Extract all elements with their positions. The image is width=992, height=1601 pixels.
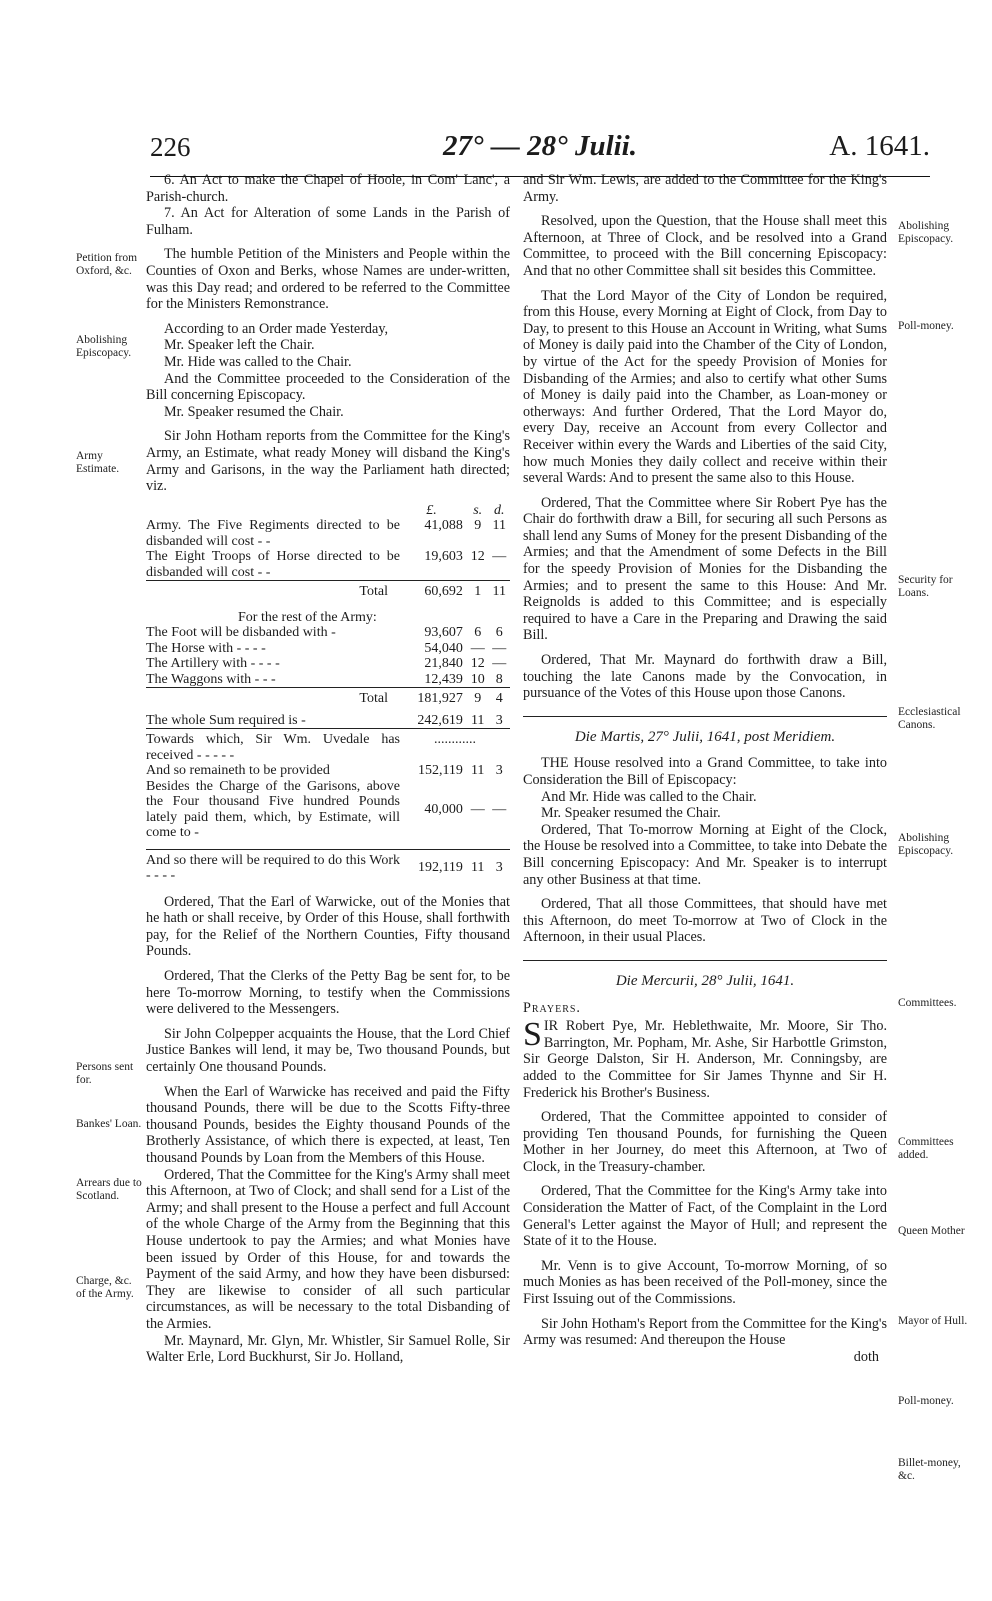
cell: 3 [495, 712, 503, 728]
table-row [146, 584, 510, 600]
cell: — [492, 656, 507, 672]
cell: 3 [495, 860, 503, 876]
table-row [146, 672, 510, 688]
paragraph: Sir John Hotham's Report from the Committee for the King's Army was resumed: And thereupon the House [523, 1315, 887, 1349]
paragraph: Mr. Speaker resumed the Chair. [541, 805, 721, 822]
paragraph: THE House resolved into a Grand Committee, to take into Consideration the Bill of Episcopacy: [523, 755, 887, 788]
margin-note: Persons sent for. [76, 1061, 134, 1086]
paragraph: and Sir Wm. Lewis, are added to the Committee for the King's Army. [523, 172, 887, 205]
row-label: The Eight Troops of Horse directed to be disbanded will cost - - [146, 549, 400, 580]
cell: — [492, 801, 507, 817]
margin-note: Billet-money, &c. [898, 1457, 961, 1482]
row-label: The Artillery with - - - - [146, 656, 280, 672]
row-label: The whole Sum required is - [146, 712, 306, 728]
table-row [146, 763, 510, 779]
running-year: A. 1641. [829, 130, 930, 162]
cell: 12 [470, 549, 485, 565]
cell: 12 [470, 656, 485, 672]
cell: 6 [474, 625, 482, 641]
row-label: Total [359, 584, 388, 600]
cell: 54,040 [424, 640, 463, 656]
row-label: Army. The Five Regiments directed to be disbanded will cost - - [146, 518, 400, 549]
paragraph: The humble Petition of the Ministers and People within the Counties of Oxon and Berks, whose Names are under-written, was this Day read; and ordered to be referred to the Committee for the Ministers Remonstrance. [146, 246, 510, 313]
margin-note: Abolishing Episcopacy. [76, 334, 132, 359]
paragraph: Mr. Speaker resumed the Chair. [164, 403, 344, 420]
cell: 3 [495, 763, 503, 779]
paragraph: Ordered, That the Earl of Warwicke, out of the Monies that he hath or shall receive, by Order of this House, shall forthwith pay, for the Relief of the Northern Counties, Fifty thousand Pounds. [146, 893, 510, 960]
cell: 11 [470, 860, 485, 876]
running-date: 27° — 28° Julii. [443, 130, 637, 162]
margin-note: Charge, &c. of the Army. [76, 1275, 134, 1300]
margin-note: Committees. [898, 997, 957, 1009]
cell: — [492, 640, 507, 656]
cell: 6 [495, 625, 503, 641]
paragraph: Ordered, That the Committee for the King's Army take into Consideration the Matter of Fact, of the Complaint in the Lord General's Letter against the Mayor of Hull; and represent the State of it to the House. [523, 1183, 887, 1250]
paragraph: Ordered, That To-morrow Morning at Eight of the Clock, the House be resolved into a Committee, to take into Debate the Bill concerning Episcopacy: And Mr. Speaker is to interrupt any other Business at that time. [523, 821, 887, 888]
paragraph: Mr. Venn is to give Account, To-morrow Morning, of so much Monies as has been received of the Poll-money, since the First Issuing out of the Commissions. [523, 1257, 887, 1308]
table-row [146, 625, 510, 641]
margin-note: Petition from Oxford, &c. [76, 252, 138, 277]
cell: 192,119 [417, 860, 463, 876]
paragraph-text: IR Robert Pye, Mr. Heblethwaite, Mr. Moore, Sir Tho. Barrington, Mr. Popham, Mr. Ashe, Sir Harbottle Grimston, Sir George Dalston, Sir H. Anderson, Mr. Conningsby, are added to the Committee for Sir James Thynne and Sir H. Frederick his Brother's Business. [523, 1018, 887, 1101]
table-row [146, 641, 510, 657]
row-label: The Waggons with - - - [146, 671, 276, 687]
paragraph: When the Earl of Warwicke has received and paid the Fifty thousand Pounds, there will be due to the Scotts Fifty-three thousand Pounds, besides the Eighty thousand Pounds of the Brotherly Assistance, of which there is expected, at least, Ten thousand Pounds by Loan from the Members of this House. [146, 1083, 510, 1166]
table-row [146, 732, 510, 763]
row-label: And so remaineth to be provided [146, 763, 330, 779]
cell: 11 [492, 584, 506, 600]
page-header [150, 128, 930, 177]
prayers-heading: Prayers. [523, 999, 581, 1016]
table-row [146, 610, 510, 626]
row-label: Total [359, 691, 388, 707]
cell: ............ [434, 732, 476, 748]
left-column [146, 172, 510, 1366]
drop-cap: S [523, 1016, 542, 1054]
row-label: The Foot will be disbanded with - [146, 625, 336, 641]
paragraph: Ordered, That the Clerks of the Petty Bag be sent for, to be here To-morrow Morning, to testify when the Commissions were delivered to the Messengers. [146, 968, 510, 1018]
cell: 19,603 [424, 549, 463, 565]
paragraph: Ordered, That all those Committees, that should have met this Afternoon, do meet To-morrow at Two of Clock in the Afternoon, in their usual Places. [523, 896, 887, 946]
paragraph: Ordered, That the Committee for the King's Army shall meet this Afternoon, at Two of Clock; and shall send for a List of the Army; and shall present to the House a perfect and full Account of the whole Charge of the Army from the Beginning that this House undertook to pay the Armies; and what Monies have been issued by Order of this House, for and towards the Payment of the said Army, and how they have been disbursed: They are likewise to consider of all such particular circumstances, as will be necessary to the total Disbanding of the Armies. [146, 1166, 510, 1332]
row-label: Towards which, Sir Wm. Uvedale has received - - - - - [146, 732, 400, 763]
right-column [523, 172, 887, 1365]
cell: 242,619 [417, 712, 463, 728]
table-row [146, 779, 510, 841]
paragraph: Mr. Speaker left the Chair. [164, 337, 315, 354]
table-row [146, 656, 510, 672]
cell: 1 [474, 584, 482, 600]
unit-shillings: s. [473, 502, 483, 518]
table-row [146, 691, 510, 707]
row-label: For the rest of the Army: [238, 609, 377, 625]
margin-note: Bankes' Loan. [76, 1118, 142, 1130]
paragraph: Mr. Hide was called to the Chair. [164, 353, 352, 370]
margin-note: Poll-money. [898, 1395, 954, 1407]
section-rule [523, 716, 887, 717]
catchword: doth [853, 1348, 879, 1365]
margin-note: Queen Mother [898, 1225, 965, 1237]
paragraph: And Mr. Hide was called to the Chair. [541, 788, 757, 805]
paragraph: 6. An Act to make the Chapel of Hoole, in Com' Lanc', a Parish-church. [146, 172, 510, 205]
paragraph: According to an Order made Yesterday, [164, 320, 389, 337]
cell: 41,088 [424, 518, 463, 534]
page-number: 226 [150, 132, 191, 162]
margin-note: Poll-money. [898, 320, 954, 332]
margin-note: Committees added. [898, 1136, 954, 1161]
paragraph: Sir John Colpepper acquaints the House, that the Lord Chief Justice Bankes will lend, it may be, Two thousand Pounds, but certainly One thousand Pounds. [146, 1025, 510, 1076]
cell: 9 [474, 691, 482, 707]
table-row [146, 853, 510, 884]
row-label: And so there will be required to do this Work - - - - [146, 852, 400, 884]
margin-note: Abolishing Episcopacy. [898, 220, 954, 245]
margin-note: Arrears due to Scotland. [76, 1177, 142, 1202]
paragraph: 7. An Act for Alteration of some Lands in the Parish of Fulham. [146, 205, 510, 238]
cell: 11 [492, 518, 506, 534]
margin-note: Security for Loans. [898, 574, 953, 599]
cell: 40,000 [424, 801, 463, 817]
margin-note: Army Estimate. [76, 450, 120, 475]
cell: 9 [474, 518, 482, 534]
row-label: The Horse with - - - - [146, 640, 266, 656]
table-row [146, 518, 510, 549]
cell: — [470, 640, 485, 656]
paragraph: Sir John Hotham reports from the Committee for the King's Army, an Estimate, what ready Money will disband the King's Army and Garisons, in the way the Parliament hath directed; viz. [146, 428, 510, 495]
paragraph: Resolved, upon the Question, that the House shall meet this Afternoon, at Three of Clock, and be resolved into a Grand Committee, to proceed with the Bill concerning Episcopacy: And that no other Committee shall sit besides this Committee. [523, 213, 887, 279]
unit-pounds: £. [426, 502, 437, 518]
paragraph: Mr. Maynard, Mr. Glyn, Mr. Whistler, Sir Samuel Rolle, Sir Walter Erle, Lord Buckhurst, Sir Jo. Holland, [146, 1332, 510, 1366]
section-heading: Die Mercurii, 28° Julii, 1641. [615, 972, 795, 989]
cell: — [470, 801, 485, 817]
paragraph: Ordered, That the Committee where Sir Robert Pye has the Chair do forthwith draw a Bill, for securing all such Persons as shall lend any Sums of Money for the present Disbanding of the Armies; and that the Amendment of some Defects in the Bill for the speedy Provision of Monies for the Disbanding the Armies; and to present the same to this House: And Mr. Reignolds is added to this Committee; and is especially required to have a Care in the Preparing and Drawing the said Bill. [523, 494, 887, 644]
paragraph: Ordered, That Mr. Maynard do forthwith draw a Bill, touching the late Canons made by the Convocation, in pursuance of the Votes of this House upon those Canons. [523, 652, 887, 702]
cell: 60,692 [424, 584, 463, 600]
table-row [146, 713, 510, 729]
margin-note: Mayor of Hull. [898, 1315, 968, 1327]
cell: 11 [470, 763, 485, 779]
estimate-table [146, 503, 510, 884]
section-heading: Die Martis, 27° Julii, 1641, post Meridiem. [574, 728, 836, 745]
margin-note: Ecclesiastical Canons. [898, 706, 961, 731]
cell: — [492, 549, 507, 565]
paragraph: Ordered, That the Committee appointed to consider of providing Ten thousand Pounds, for furnishing the Queen Mother in her Journey, do meet this Afternoon, at Two of Clock, in the Treasury-chamber. [523, 1109, 887, 1175]
section-rule [523, 960, 887, 961]
row-label: Besides the Charge of the Garisons, above the Four thousand Five hundred Pounds lately paid them, which, by Estimate, will come to - [146, 778, 400, 841]
cell: 181,927 [417, 691, 463, 707]
cell: 21,840 [424, 656, 463, 672]
margin-note: Abolishing Episcopacy. [898, 832, 954, 857]
paragraph [523, 1018, 887, 1101]
cell: 12,439 [424, 671, 463, 687]
cell: 11 [470, 712, 485, 728]
table-row [146, 549, 510, 581]
paragraph: And the Committee proceeded to the Consideration of the Bill concerning Episcopacy. [146, 370, 510, 404]
unit-pence: d. [493, 502, 505, 518]
cell: 93,607 [424, 625, 463, 641]
cell: 10 [470, 671, 485, 687]
cell: 8 [495, 671, 503, 687]
paragraph: That the Lord Mayor of the City of London be required, from this House, every Morning at Eight of Clock, from Day to Day, to present to this House an Account in Writing, what Sums of Money is daily paid into the Chamber of the City of London, by virtue of the Act for the speedy Provision of Monies for Disbanding of the Armies; and also to certify what other Sums of Money is daily paid into the Chamber, as Loan-money or otherways: And further Ordered, That the Lord Mayor do, every Day, receive an Account from every Collector and Receiver within every the Wards and Liberties of the said City, how much Monies they daily collect and receive within their several Wards: And to present the same also to this House. [523, 287, 887, 487]
cell: 4 [495, 691, 503, 707]
cell: 152,119 [417, 763, 463, 779]
